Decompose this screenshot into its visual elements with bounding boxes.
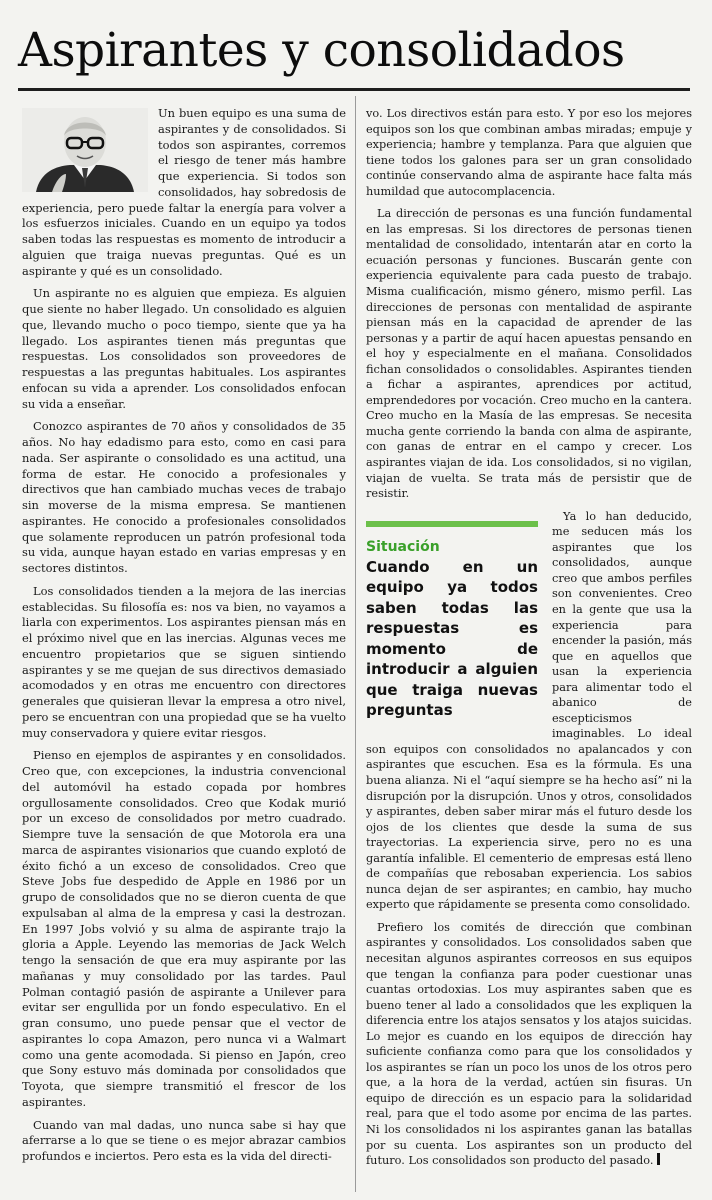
article-paragraph: Pienso en ejemplos de aspirantes y en consolidados. Creo que, con excepciones, la industria convencional del automóvil ha estado copada por hombres orgullosamente consolidados. Creo que Kodak murió por un exceso de consolidados por metro cuadrado. Siempre tuve la sensación de que Motorola era una marca de aspirantes visionarios que cuando explotó de éxito fichó a un exceso de consolidados. Creo que Steve Jobs fue despedido de Apple en 1986 por un grupo de consolidados que no se dieron cuenta de que expulsaban al alma de la empresa y casi la destrozan. En 1997 Jobs volvió y su alma de aspirante trajo la gloria a Apple. Leyendo las memorias de Jack Welch tengo la sensación de que era muy aspirante por las mañanas y muy consolidado por las tardes. Paul Polman contagió pasión de aspirante a Unilever para evitar ser engullida por un fondo especulativo. En el gran consumo, uno puede pensar que el vector de aspirantes lo copa Amazon, pero nunca vi a Walmart como una gente acomodada. Si pienso en Japón, creo que Sony estuvo más dominada por consolidados que Toyota, que siempre transmitió el frescor de los aspirantes. <box>22 748 346 1109</box>
article-paragraph: vo. Los directivos están para esto. Y por eso los mejores equipos son los que combinan ambas miradas; empuje y experiencia; hambre y templanza. Para que alguien que tiene todos los galones para ser un gran consolidado continúe conservando alma de aspirante hace falta más humildad que autocomplacencia. <box>366 107 692 198</box>
headline: Aspirantes y consolidados <box>18 23 625 78</box>
article-paragraph: Un aspirante no es alguien que empieza. Es alguien que siente no haber llegado. Un consolidado es alguien que, llevando mucho o poco tiempo, siente que ya ha llegado. Los aspirantes tienen más preguntas que respuestas. Los consolidados son proveedores de respuestas a las preguntas habituales. Los aspirantes enfocan su vida a aprender. Los consolidados enfocan su vida a enseñar. <box>22 286 346 411</box>
column-left <box>22 106 346 1172</box>
article-paragraph: Ya lo han deducido, me seducen más los aspirantes que los consolidados, aunque creo que ambos perfiles son convenientes. Creo en la gente que usa la experiencia para encender la pasión, más que en aquellos que usan la experiencia para alimentar todo el abanico de escepticismos imaginables. Lo ideal son equipos con consolidados no apalancados y con aspirantes que escuchen. Esa es la fórmula. Es una buena alianza. Ni el “aquí siempre se ha hecho así” ni la disrupción por la disrupción. Unos y otros, consolidados y aspirantes, deben saber mirar más el futuro desde los ojos de los clientes que desde la suma de sus trayectorias. La experiencia sirve, pero no es una garantía infalible. El cementerio de empresas está lleno de compañías que rebosaban experiencia. Los sabios nunca dejan de ser aspirantes; en cambio, hay mucho experto que rápidamente se presenta como consolidado. <box>366 509 692 912</box>
article-paragraph: Cuando van mal dadas, uno nunca sabe si hay que aferrarse a lo que se tiene o es mejor abrazar cambios profundos e inciertos. Pero esta es la vida del directi- <box>22 1117 346 1163</box>
pull-quote-label: Situación <box>366 538 440 555</box>
article-paragraph: Un buen equipo es una suma de aspirantes y de consolidados. Si todos son aspirantes, corremos el riesgo de tener más hambre que experiencia. Si todos son consolidados, hay sobredosis de experiencia, pero puede faltar la energía para volver a los esfuerzos iniciales. Cuando en un equipo ya todos saben todas las respuestas es momento de introducir a alguien que traiga nuevas preguntas. Qué es un aspirante y qué es un consolidado. <box>22 106 346 278</box>
article-paragraph: Conozco aspirantes de 70 años y consolidados de 35 años. No hay edadismo para esto, como en casi para nada. Ser aspirante o consolidado es una actitud, una forma de estar. He conocido a profesionales y directivos que han cambiado muchas veces de trabajo sin moverse de la misma empresa. Se mantienen aspirantes. He conocido a profesionales consolidados que solamente reproducen un patrón profesional toda su vida, aunque hayan estado en varias empresas y en sectores distintos. <box>22 419 346 575</box>
headline-rule <box>18 88 690 91</box>
article-paragraph: La dirección de personas es una función fundamental en las empresas. Si los directores de personas tienen mentalidad de consolidado, intentarán atar en corto la ecuación personas y funciones. Buscarán gente con experiencia equivalente para cada puesto de trabajo. Misma cualificación, mismo género, mismo perfil. Las direcciones de personas con mentalidad de aspirante piensan más en la capacidad de aprender de las personas y a partir de aquí hacen apuestas pensando en el hoy y especialmente en el mañana. Consolidados fichan consolidados o consolidables. Aspirantes tienden a fichar a aspirantes, aprendices por actitud, emprendedores por vocación. Creo mucho en la cantera. Creo mucho en la Masía de las empresas. Se necesita mucha gente corriendo la banda con alma de aspirante, con ganas de entrar en el campo y crecer. Los aspirantes viajan de ida. Los consolidados, si no vigilan, viajan de vuelta. Se trata más de persistir que de resistir. <box>366 207 692 501</box>
end-mark-icon <box>657 1153 660 1165</box>
pull-quote <box>366 521 538 721</box>
column-divider <box>355 96 356 1192</box>
pull-quote-text: Cuando en un equipo ya todos saben todas las respuestas es momento de introducir a alguien que traiga nuevas preguntas <box>366 557 538 720</box>
article-paragraph: Los consolidados tienden a la mejora de las inercias establecidas. Su filosofía es: nos va bien, no vayamos a liarla con experimentos. Los aspirantes piensan más en el próximo nivel que en las inercias. Algunas veces me encuentro propietarios que se siguen sintiendo aspirantes y se me quejan de sus directivos demasiado acomodados y en otras me encuentro con directores generales que quisieran llevar la empresa a otro nivel, pero se encuentran con una propiedad que se ha vuelto muy conservadora y quiere evitar riesgos. <box>22 583 346 740</box>
author-portrait-icon <box>22 108 148 192</box>
column-right <box>366 106 692 1176</box>
article-paragraph: Prefiero los comités de dirección que combinan aspirantes y consolidados. Los consolidados saben que necesitan algunos aspirantes correosos en sus equipos que tengan la confianza para poder cuestionar unas cuantas ortodoxias. Los muy aspirantes saben que es bueno tener al lado a consolidados que les expliquen la diferencia entre los atajos sensatos y los atajos suicidas. Lo mejor es cuando en los equipos de dirección hay suficiente confianza como para que los consolidados y los aspirantes se rían un poco los unos de los otros pero que, a la hora de la verdad, actúen sin fisuras. Un equipo de dirección es un espacio para la solidaridad real, para que el todo asome por encima de las partes. Ni los consolidados ni los aspirantes ganan las batallas por su cuenta. Los aspirantes son un producto del futuro. Los consolidados son producto del pasado. <box>366 920 692 1168</box>
